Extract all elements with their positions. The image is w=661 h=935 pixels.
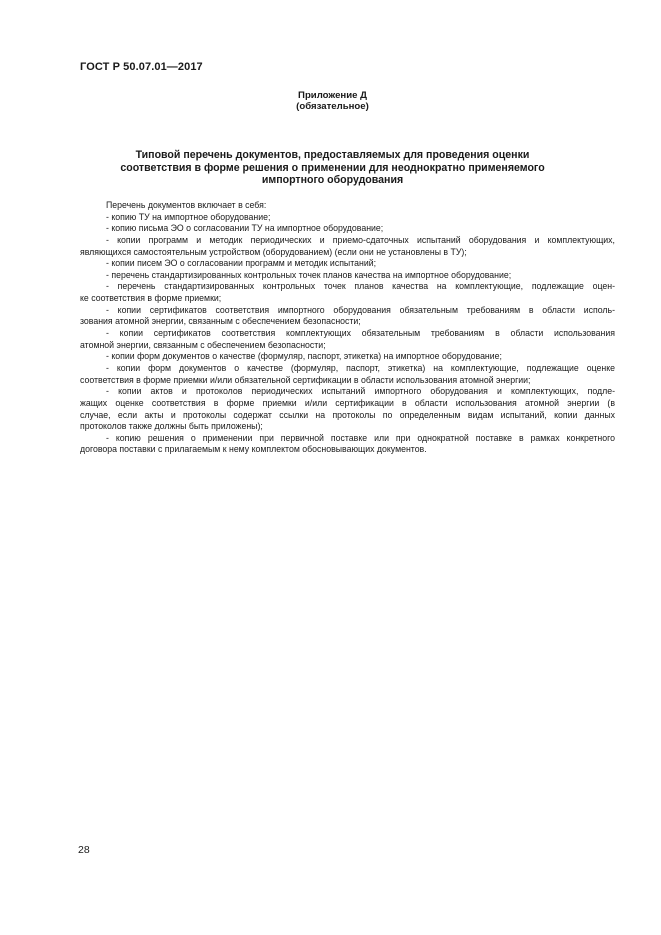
list-item-continuation: жащих оценке соответствия в форме приемки и/или сертификации в области использования атомной энергии (в [80,397,615,408]
list-item-continuation: ке соответствия в форме приемки; [80,293,222,304]
list-item: - копии форм документов о качестве (формуляр, паспорт, этикетка) на импортное оборудование; [106,351,502,362]
list-item-continuation: случае, если акты и протоколы содержат ссылки на протоколы по определенным видам испытаний, копии данных [80,409,615,420]
list-item: - копии форм документов о качестве (формуляр, паспорт, этикетка) на комплектующие, подлежащие оценке [106,362,615,373]
list-item: - копии сертификатов соответствия комплектующих обязательным требованиям в области использования [106,328,615,339]
list-item: - перечень стандартизированных контрольных точек планов качества на комплектующие, подлежащие оцен- [106,281,615,292]
list-item: - перечень стандартизированных контрольных точек планов качества на импортное оборудование; [106,269,512,280]
list-item-continuation: соответствия в форме приемки и/или обязательной сертификации в области использования атомной энергии; [80,374,531,385]
list-item-continuation: зования атомной энергии, связанным с обеспечением безопасности; [80,316,361,327]
list-item-continuation: являющихся самостоятельным устройством (оборудованием) (если они не установлены в ТУ); [80,246,467,257]
appendix-title: Приложение Д [298,90,367,101]
list-item: - копию ТУ на импортное оборудование; [106,211,271,222]
document-body [80,200,615,456]
list-item-continuation: договора поставки с прилагаемым к нему комплектом обосновывающих документов. [80,444,427,455]
list-item: - копии писем ЭО о согласовании программ и методик испытаний; [106,258,377,269]
list-item: - копию решения о применении при первичной поставке или при однократной поставке в рамках конкретного [106,432,615,443]
list-item-continuation: атомной энергии, связанным с обеспечением безопасности; [80,339,326,350]
section-title-line: соответствия в форме решения о применении для неоднократно применяемого [120,161,545,174]
appendix-status: (обязательное) [296,101,369,112]
list-item-continuation: протоколов также должны быть приложены); [80,421,263,432]
section-title-line: импортного оборудования [261,174,404,187]
list-item: - копии сертификатов соответствия импортного оборудования обязательным требованиям в области исполь- [106,304,615,315]
page-number: 28 [78,844,90,856]
list-item: - копию письма ЭО о согласовании ТУ на импортное оборудование; [106,223,384,234]
list-item: - копии актов и протоколов периодических испытаний импортного оборудования и комплектующих, подле- [106,386,615,397]
list-item: - копии программ и методик периодических и приемо-сдаточных испытаний оборудования и комплектующих, [106,234,615,245]
section-title [80,149,585,187]
section-title-line: Типовой перечень документов, предоставляемых для проведения оценки [135,149,530,161]
document-code: ГОСТ Р 50.07.01—2017 [80,61,203,73]
intro-line: Перечень документов включает в себя: [106,200,267,210]
